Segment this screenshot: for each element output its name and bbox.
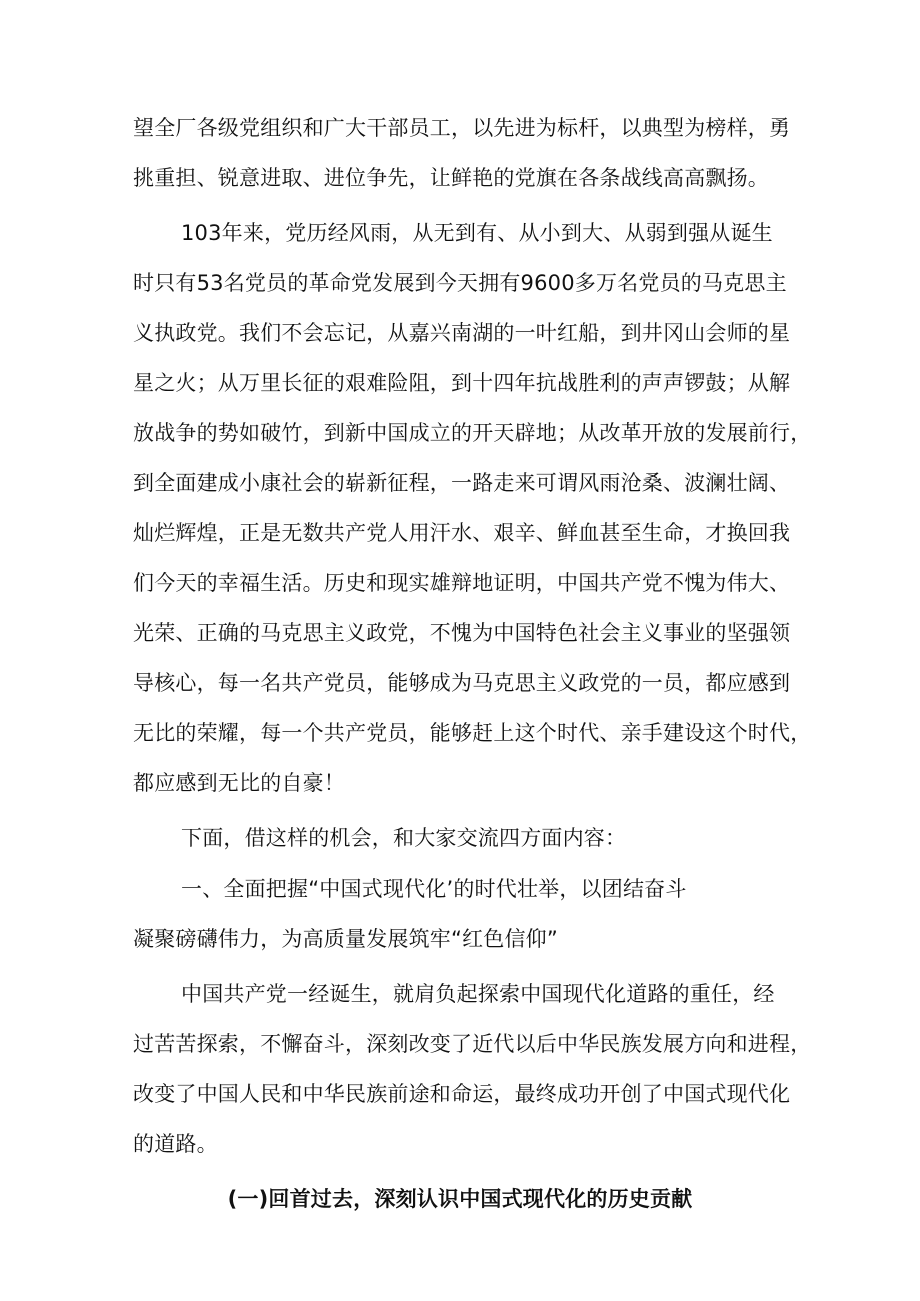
- paragraph-2-line-5: 放战争的势如破竹，到新中国成立的开天辟地；从改革开放的发展前行，: [133, 421, 812, 445]
- paragraph-2-line-8: 们今天的幸福生活。历史和现实雄辩地证明，中国共产党不愧为伟大、: [133, 571, 791, 595]
- paragraph-2-line-6: 到全面建成小康社会的崭新征程，一路走来可谓风雨沧桑、波澜壮阔、: [133, 471, 791, 495]
- paragraph-2-line-3: 义执政党。我们不会忘记，从嘉兴南湖的一叶红船，到井冈山会师的星: [133, 321, 791, 345]
- paragraph-1-line-2: 挑重担、锐意进取、进位争先，让鲜艳的党旗在各条战线高高飘扬。: [133, 166, 769, 190]
- paragraph-2-line-12: 都应感到无比的自豪！: [133, 771, 345, 795]
- paragraph-2-line-7: 灿烂辉煌，正是无数共产党人用汗水、艰辛、鲜血甚至生命，才换回我: [133, 521, 791, 545]
- paragraph-4-line-4: 的道路。: [133, 1132, 218, 1156]
- paragraph-4-line-1: 中国共产党一经诞生，就肩负起探索中国现代化道路的重任，经: [181, 982, 775, 1006]
- paragraph-2-line-11: 无比的荣耀，每一个共产党员，能够赶上这个时代、亲手建设这个时代，: [133, 721, 812, 745]
- paragraph-2-line-2: 时只有53名党员的革命党发展到今天拥有9600多万名党员的马克思主: [133, 271, 787, 295]
- paragraph-4-line-2: 过苦苦探索，不懈奋斗，深刻改变了近代以后中华民族发展方向和进程，: [133, 1032, 812, 1056]
- heading-1-line-1: 一、全面把握“中国式现代化’的时代壮举，以团结奋斗: [181, 877, 687, 901]
- section-heading: (一)回首过去，深刻认识中国式现代化的历史贡献: [227, 1187, 693, 1211]
- heading-1-line-2: 凝聚磅礴伟力，为高质量发展筑牢“红色信仰”: [133, 927, 558, 951]
- paragraph-1-line-1: 望全厂各级党组织和广大干部员工，以先进为标杆，以典型为榜样，勇: [133, 116, 791, 140]
- paragraph-2-line-1: 103年来，党历经风雨，从无到有、从小到大、从弱到强从诞生: [181, 221, 773, 245]
- paragraph-2-line-4: 星之火；从万里长征的艰难险阻，到十四年抗战胜利的声声锣鼓；从解: [133, 371, 791, 395]
- paragraph-4-line-3: 改变了中国人民和中华民族前途和命运，最终成功开创了中国式现代化: [133, 1082, 791, 1106]
- paragraph-2-line-9: 光荣、正确的马克思主义政党，不愧为中国特色社会主义事业的坚强领: [133, 621, 791, 645]
- paragraph-3-line-1: 下面，借这样的机会，和大家交流四方面内容：: [181, 826, 627, 850]
- paragraph-2-line-10: 导核心，每一名共产党员，能够成为马克思主义政党的一员，都应感到: [133, 671, 791, 695]
